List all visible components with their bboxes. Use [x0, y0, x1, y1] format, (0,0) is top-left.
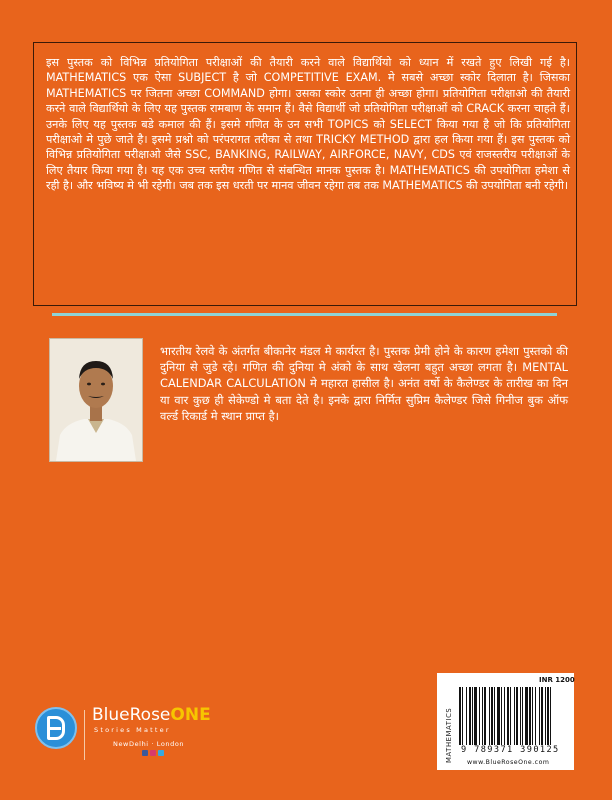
- twitter-icon: [158, 750, 164, 756]
- section-divider: [52, 313, 557, 316]
- publisher-name: [92, 705, 211, 725]
- publisher-website: www.BlueRoseOne.com: [467, 759, 550, 766]
- author-photo: [49, 338, 143, 462]
- category-label: MATHEMATICS: [445, 707, 453, 763]
- price-label: INR 1200: [539, 676, 575, 684]
- publisher-cities: NewDelhi · London: [113, 740, 185, 748]
- instagram-icon: [150, 750, 156, 756]
- isbn-digits: 9 789371 390125: [461, 745, 560, 755]
- publisher-tagline: Stories Matter: [94, 726, 171, 734]
- social-icons: [142, 750, 164, 756]
- barcode-icon: [459, 687, 567, 745]
- logo-separator: [84, 710, 85, 760]
- publisher-name-suffix: ONE: [170, 705, 211, 725]
- barcode-panel: [437, 673, 574, 770]
- facebook-icon: [142, 750, 148, 756]
- publisher-name-prefix: BlueRose: [92, 705, 171, 725]
- bluerose-logo-icon: [35, 707, 77, 749]
- book-blurb: इस पुस्तक को विभिन्न प्रतियोगिता परीक्षाओं की तैयारी करने वाले विद्यार्थियो को ध्यान में रखते हुए लिखी गई है। MATHEMATICS एक ऐसा SUBJECT है जो COMPETITIVE EXAM. मे सबसे अच्छा स्कोर दिलाता है। जिसका MATHEMATICS पर जितना अच्छा COMMAND होगा। उसका स्कोर उतना ही अच्छा होगा। प्रतियोगिता परीक्षाओ की तैयारी करने वाले विद्यार्थियो के लिए यह पुस्तक रामबाण के समान हैं। वैसे विद्यार्थी जो प्रतियोगिता परीक्षाओं को CRACK करना चाहते हैं। उनके लिए यह पुस्तक बडे कमाल की हैं। इसमे गणित के उन सभी TOPICS को SELECT किया गया है जो कि प्रतियोगिता परीक्षाओ मे पुछे जाते है। इसमे प्रश्नो को परंपरागत तरीका से तथा TRICKY METHOD द्वारा हल किया गया हैं। इस पुस्तक को विभिन्न प्रतियोगिता परीक्षाओ जैसे SSC, BANKING, RAILWAY, AIRFORCE, NAVY, CDS एवं राजस्तरीय परीक्षाओं के लिए तैयार किया गया है। यह एक उच्च स्तरीय गणित से संबन्धित मानक पुस्तक है। MATHEMATICS की उपयोगिता हमेशा से रही है। और भविष्य मे भी रहेगी। जब तक इस धरती पर मानव जीवन रहेगा तब तक MATHEMATICS की उपयोगिता बनी रहेगी।: [46, 56, 570, 193]
- author-bio: भारतीय रेलवे के अंतर्गत बीकानेर मंडल मे कार्यरत है। पुस्तक प्रेमी होने के कारण हमेशा पुस्तको की दुनिया से जुडे रहे। गणित की दुनिया मे अंको के साथ खेलना बहुत अच्छा लगता है। MENTAL CALENDAR CALCULATION मे महारत हासील है। अनंत वर्षो के कैलेण्डर के तारीख का दिन या वार कुछ ही सेकेण्डो मे बता देते है। इनके द्वारा निर्मित सुप्रिम कैलेण्डर जिसे गिनीज बुक ऑफ वर्ल्ड रिकार्ड मे स्थान प्राप्त है।: [160, 344, 568, 423]
